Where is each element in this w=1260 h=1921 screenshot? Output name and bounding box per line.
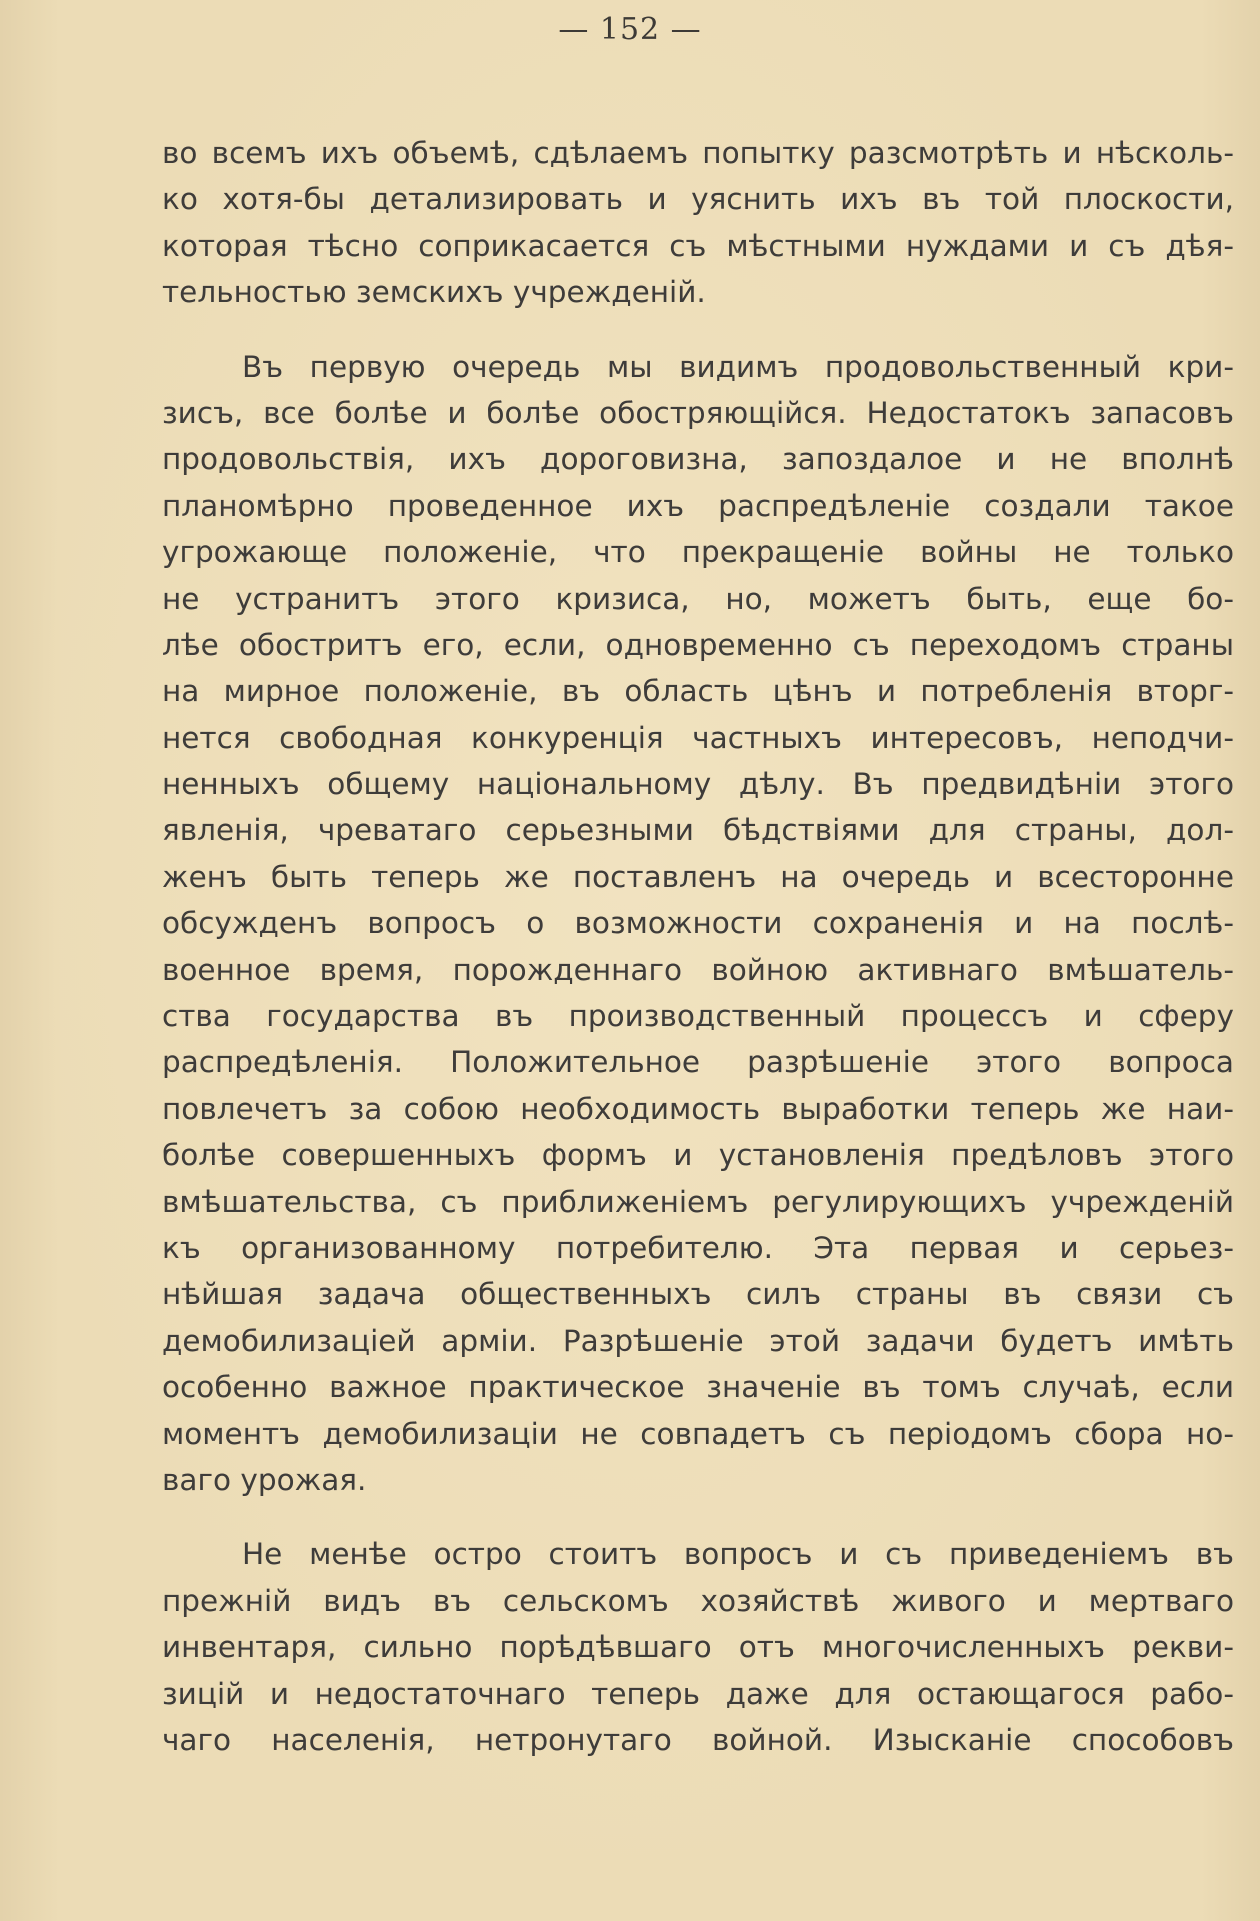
text-line: особенно важное практическое значеніе въ томъ случаѣ, если	[162, 1370, 1234, 1405]
text-line: нется свободная конкуренція частныхъ интересовъ, неподчи-	[162, 720, 1234, 755]
paragraph-3	[162, 1531, 1234, 1763]
text-line: угрожающе положеніе, что прекращеніе войны не только	[162, 535, 1234, 570]
text-line: болѣе совершенныхъ формъ и установленія предѣловъ этого	[162, 1138, 1234, 1173]
text-line: тельностью земскихъ учрежденій.	[162, 275, 706, 310]
text-line: во всемъ ихъ объемѣ, сдѣлаемъ попытку разсмотрѣть и нѣсколь-	[162, 136, 1234, 170]
text-line: вмѣшательства, съ приближеніемъ регулирующихъ учрежденій	[162, 1184, 1234, 1219]
text-line: демобилизаціей арміи. Разрѣшеніе этой задачи будетъ имѣть	[162, 1323, 1234, 1358]
text-line: продовольствія, ихъ дороговизна, запоздалое и не вполнѣ	[162, 442, 1234, 477]
text-line: моментъ демобилизаціи не совпадетъ съ періодомъ сбора но-	[162, 1416, 1234, 1451]
text-line: не устранитъ этого кризиса, но, можетъ быть, еще бо-	[162, 581, 1234, 616]
text-line: лѣе обостритъ его, если, одновременно съ переходомъ страны	[162, 627, 1234, 662]
text-line: къ организованному потребителю. Эта первая и серьез-	[162, 1230, 1234, 1265]
text-line: планомѣрно проведенное ихъ распредѣленіе создали такое	[162, 488, 1234, 523]
text-line: обсужденъ вопросъ о возможности сохраненія и на послѣ-	[162, 906, 1234, 941]
text-line: Не менѣе остро стоитъ вопросъ и съ приведеніемъ въ	[242, 1537, 1234, 1572]
text-line: нѣйшая задача общественныхъ силъ страны въ связи съ	[162, 1277, 1234, 1312]
paragraph-gap	[162, 316, 1234, 344]
body-text	[162, 130, 1234, 1763]
text-line: ваго урожая.	[162, 1462, 367, 1497]
text-line: женъ быть теперь же поставленъ на очередь и всесторонне	[162, 859, 1234, 894]
text-line: зисъ, все болѣе и болѣе обостряющійся. Недостатокъ запасовъ	[162, 395, 1234, 430]
text-line: явленія, чреватаго серьезными бѣдствіями для страны, дол-	[162, 813, 1234, 848]
paragraph-1	[162, 130, 1234, 316]
text-line: ства государства въ производственный процессъ и сферу	[162, 999, 1234, 1034]
paragraph-gap	[162, 1503, 1234, 1531]
text-line: прежній видъ въ сельскомъ хозяйствѣ живого и мертваго	[162, 1583, 1234, 1618]
text-line: повлечетъ за собою необходимость выработки теперь же наи-	[162, 1091, 1234, 1126]
text-line: ко хотя-бы детализировать и уяснить ихъ въ той плоскости,	[162, 182, 1234, 217]
text-line: ненныхъ общему національному дѣлу. Въ предвидѣніи этого	[162, 767, 1234, 802]
paragraph-2	[162, 344, 1234, 1504]
page-number: — 152 —	[558, 12, 702, 47]
text-line: распредѣленія. Положительное разрѣшеніе этого вопроса	[162, 1045, 1234, 1080]
text-line: Въ первую очередь мы видимъ продовольственный кри-	[242, 349, 1234, 384]
text-line: инвентаря, сильно порѣдѣвшаго отъ многочисленныхъ рекви-	[162, 1630, 1234, 1665]
text-line: зицій и недостаточнаго теперь даже для остающагося рабо-	[162, 1676, 1234, 1711]
text-line: чаго населенія, нетронутаго войной. Изысканіе способовъ	[162, 1722, 1234, 1757]
text-line: которая тѣсно соприкасается съ мѣстными нуждами и съ дѣя-	[162, 228, 1234, 263]
text-line: военное время, порожденнаго войною активнаго вмѣшатель-	[162, 952, 1234, 987]
text-line: на мирное положеніе, въ область цѣнъ и потребленія вторг-	[162, 674, 1234, 709]
